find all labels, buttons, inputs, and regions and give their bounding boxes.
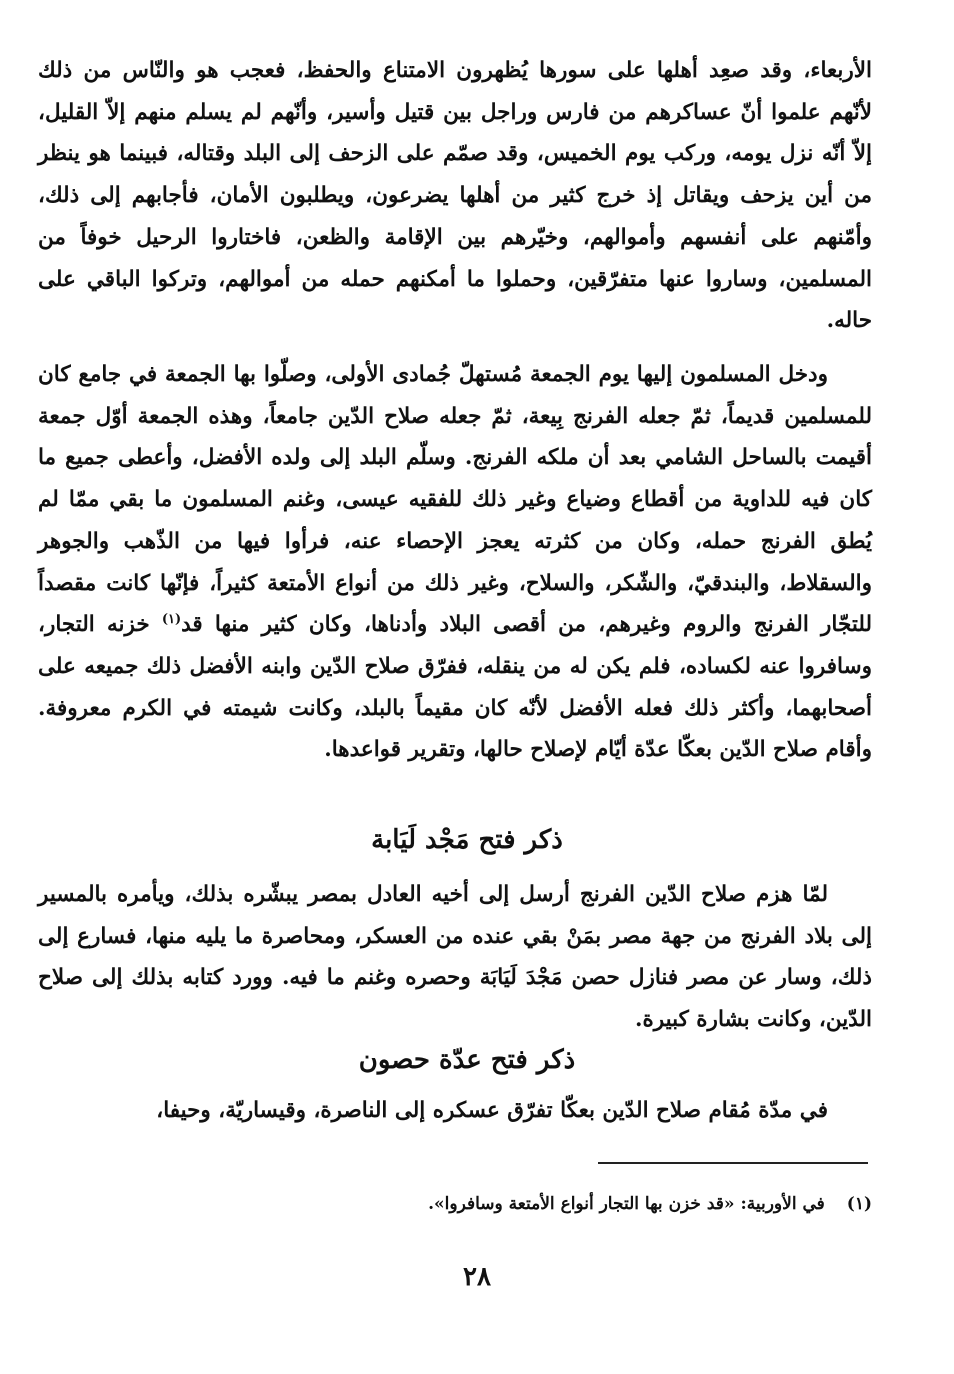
paragraph-2-text-before-ref: ودخل المسلمون إليها يوم الجمعة مُستهلّ جُمادى الأولى، وصلّوا بها الجمعة في جامع كان للمسلمين قديماً، ثمّ جعله الفرنج بِيعة، ثمّ جعله صلاح الدّين جامعاً، وهذه الجمعة أوّل جمعة أقيمت بالساحل الشامي بعد أن ملكه الفرنج. وسلّم البلد إلى ولده الأفضل، وأعطى جميع ما كان فيه للداوية من أقطاع وضياع وغير ذلك للفقيه عيسى، وغنم المسلمون ما بقي ممّا لم يُطق الفرنج حمله، وكان من كثرته يعجز الإحصاء عنه، فرأوا فيها من الذّهب والجوهر والسقلاط، والبندقيّ، والشّكر، والسلاح، وغير ذلك من أنواع الأمتعة كثيراً، فإنّها كانت مقصداً للتجّار الفرنج والروم وغيرهم، من أقصى البلاد وأدناها، وكان كثير منها قد (38, 362, 872, 638)
paragraph-2-text-after-ref: خزنه التجار، وسافروا عنه لكساده، فلم يكن له من ينقله، ففرّق صلاح الدّين وابنه الأفضل ذلك جميعه على أصحابهما، وأكثر ذلك فعله الأفضل لأنّه كان مقيماً بالبلد، وكانت شيمته في الكرم معروفة. وأقام صلاح الدّين بعكّا عدّة أيّام لإصلاح حالها، وتقرير قواعدها. (38, 612, 872, 763)
footnote-divider (598, 1162, 868, 1164)
paragraph-4 (38, 1090, 872, 1132)
paragraph-2 (38, 354, 872, 771)
footnote-reference[interactable]: (١) (161, 612, 182, 628)
section-heading-2: ذكر فتح عدّة حصون (358, 1045, 576, 1075)
page-number: ٢٨ (463, 1262, 491, 1292)
paragraph-3-text: لمّا هزم صلاح الدّين الفرنج أرسل إلى أخيه العادل بمصر يبشّره بذلك، ويأمره بالمسير إلى بلاد الفرنج من جهة مصر بمَنْ بقي عنده من العسكر، ومحاصرة ما يليه منها، فسارع إلى ذلك، وسار عن مصر فنازل حصن مَجْدَ لَيَابَة وحصره وغنم ما فيه. وورد كتابه بذلك إلى صلاح الدّين، وكانت بشارة كبيرة. (38, 882, 872, 1033)
section-heading-1: ذكر فتح مَجْد لَيَابة (371, 825, 563, 855)
paragraph-1-text: الأربعاء، وقد صعِد أهلها على سورها يُظهرون الامتناع والحفظ، فعجب هو والنّاس من ذلك لأنّهم علموا أنّ عساكرهم من فارس وراجل بين قتيل وأسير، وأنّهم لم يسلم منهم إلاّ القليل، إلاّ أنّه نزل يومه، وركب يوم الخميس، وقد صمّم على الزحف إلى البلد وقتاله، فبينما هو ينظر من أين يزحف ويقاتل إذ خرج كثير من أهلها يضرعون، ويطلبون الأمان، فأجابهم إلى ذلك، وأمّنهم على أنفسهم وأموالهم، وخيّرهم بين الإقامة والظعن، فاختاروا الرحيل خوفاً من المسلمين، وساروا عنها متفرّقين، وحملوا ما أمكنهم حمله من أموالهم، وتركوا الباقي على حاله. (38, 58, 872, 334)
paragraph-1 (38, 50, 872, 342)
footnote (360, 1190, 872, 1218)
footnote-number: (١) (846, 1194, 872, 1214)
paragraph-3 (38, 874, 872, 1041)
paragraph-4-text: في مدّة مُقام صلاح الدّين بعكّا تفرّق عسكره إلى الناصرة، وقيساريّة، وحيفا، (156, 1098, 828, 1123)
footnote-text: في الأوربية: «قد خزن بها التجار أنواع الأمتعة وسافروا». (428, 1194, 825, 1214)
